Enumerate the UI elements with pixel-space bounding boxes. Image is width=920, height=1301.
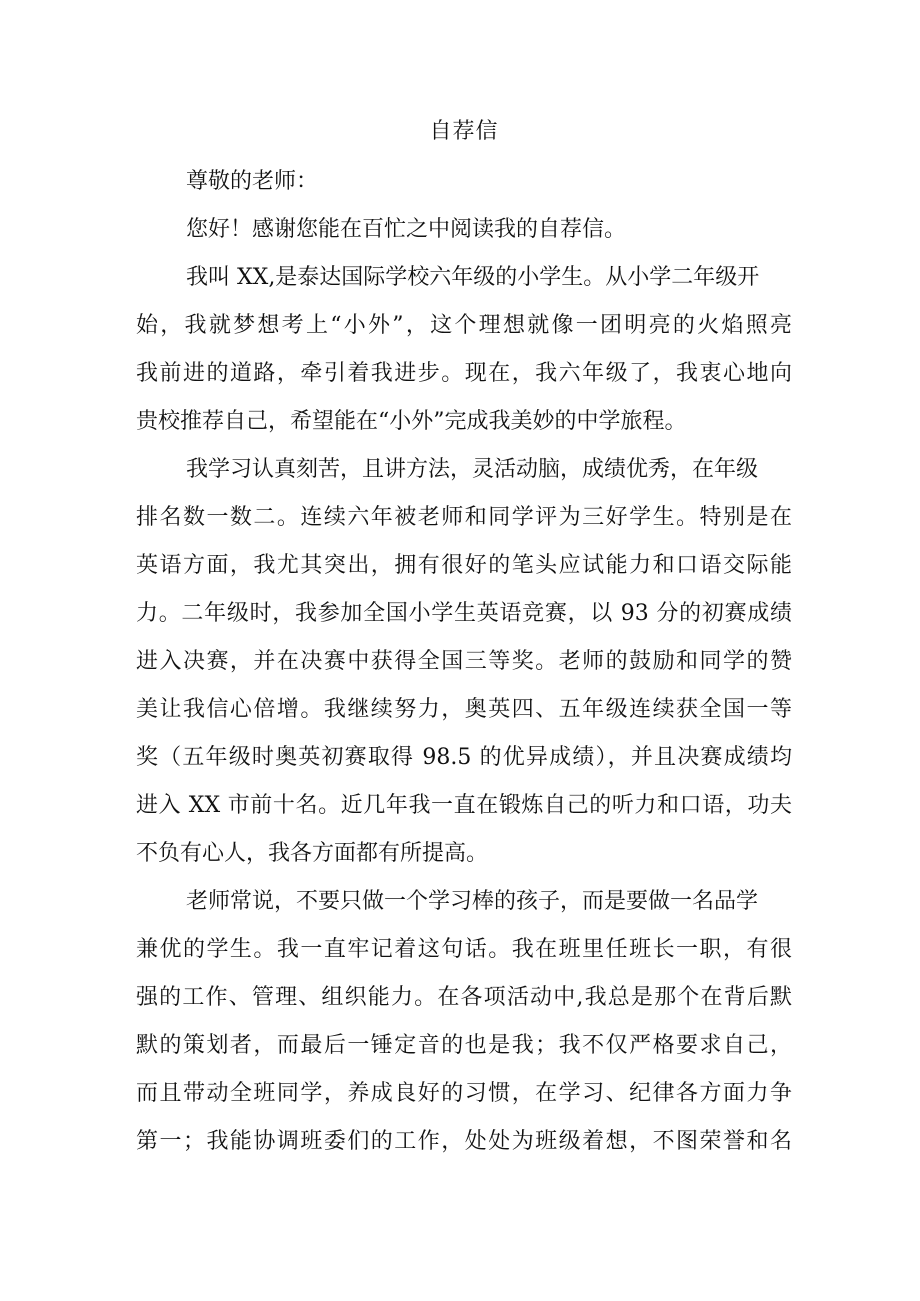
text-line: 我前进的道路，牵引着我进步。现在，我六年级了，我衷心地向 [136, 361, 792, 386]
text-line: 始，我就梦想考上“小外”，这个理想就像一团明亮的火焰照亮 [136, 313, 792, 338]
text-line: 美让我信心倍增。我继续努力，奥英四、五年级连续获全国一等 [136, 697, 792, 722]
text-line: 奖（五年级时奥英初赛取得 98.5 的优异成绩），并且决赛成绩均 [136, 745, 792, 770]
text-line: 不负有心人，我各方面都有所提高。 [136, 841, 489, 866]
text-line: 我叫 XX,是泰达国际学校六年级的小学生。从小学二年级开 [186, 265, 760, 290]
text-line: 而且带动全班同学，养成良好的习惯，在学习、纪律各方面力争 [136, 1081, 792, 1106]
text-line: 强的工作、管理、组织能力。在各项活动中,我总是那个在背后默 [136, 985, 792, 1010]
text-line: 我学习认真刻苦，且讲方法，灵活动脑，成绩优秀，在年级 [186, 457, 759, 482]
text-line: 排名数一数二。连续六年被老师和同学评为三好学生。特别是在 [136, 505, 792, 530]
text-line: 贵校推荐自己，希望能在“小外”完成我美妙的中学旅程。 [136, 409, 687, 434]
text-line: 老师常说，不要只做一个学习棒的孩子，而是要做一名品学 [186, 889, 759, 914]
salutation: 尊敬的老师： [186, 169, 319, 194]
text-line: 进入决赛，并在决赛中获得全国三等奖。老师的鼓励和同学的赞 [136, 649, 792, 674]
text-line: 英语方面，我尤其突出，拥有很好的笔头应试能力和口语交际能 [136, 553, 792, 578]
text-line: 第一；我能协调班委们的工作，处处为班级着想，不图荣誉和名 [136, 1129, 792, 1154]
text-line: 力。二年级时，我参加全国小学生英语竞赛，以 93 分的初赛成绩 [136, 601, 792, 626]
text-line: 默的策划者，而最后一锤定音的也是我；我不仅严格要求自己， [136, 1033, 792, 1058]
text-line-greeting: 您好！感谢您能在百忙之中阅读我的自荐信。 [186, 217, 627, 242]
text-line: 进入 XX 市前十名。近几年我一直在锻炼自己的听力和口语，功夫 [136, 793, 792, 818]
document-title: 自荐信 [429, 119, 499, 144]
text-line: 兼优的学生。我一直牢记着这句话。我在班里任班长一职，有很 [136, 937, 792, 962]
